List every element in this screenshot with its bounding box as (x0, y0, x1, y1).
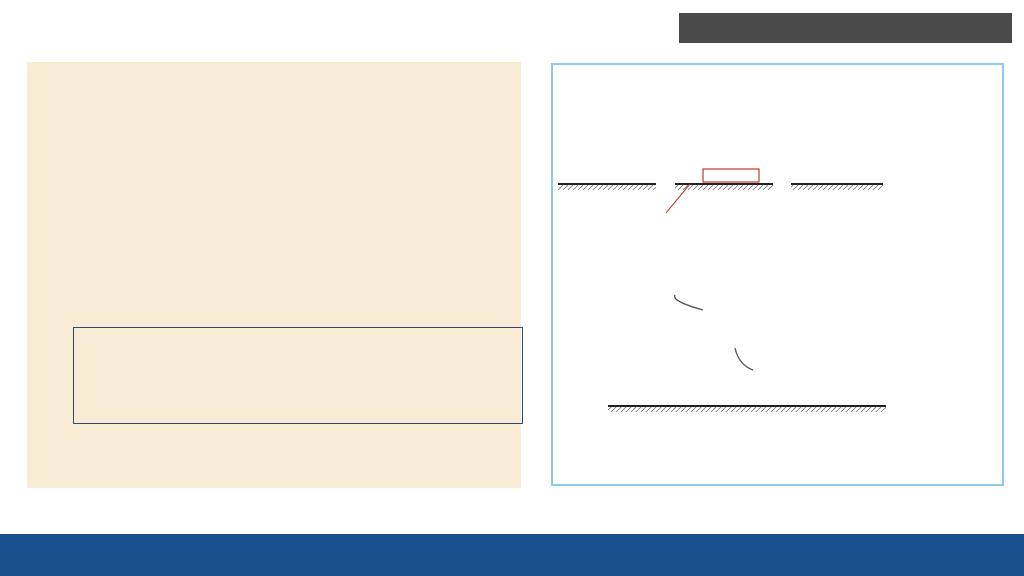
stiffness-diagram (558, 169, 883, 213)
irregularity-diagram (553, 65, 1002, 484)
clause-heading (32, 67, 70, 87)
footer-bar (0, 534, 1024, 576)
arrow-to-mid-mass (735, 348, 753, 370)
floating-column-box (703, 169, 759, 182)
irregularity-figure (551, 63, 1004, 486)
arrow-to-top-mass (675, 295, 703, 310)
highlight-box (73, 327, 523, 424)
code-clause-panel (27, 62, 521, 488)
header-banner (679, 13, 1012, 43)
mass-diagram (608, 295, 886, 412)
